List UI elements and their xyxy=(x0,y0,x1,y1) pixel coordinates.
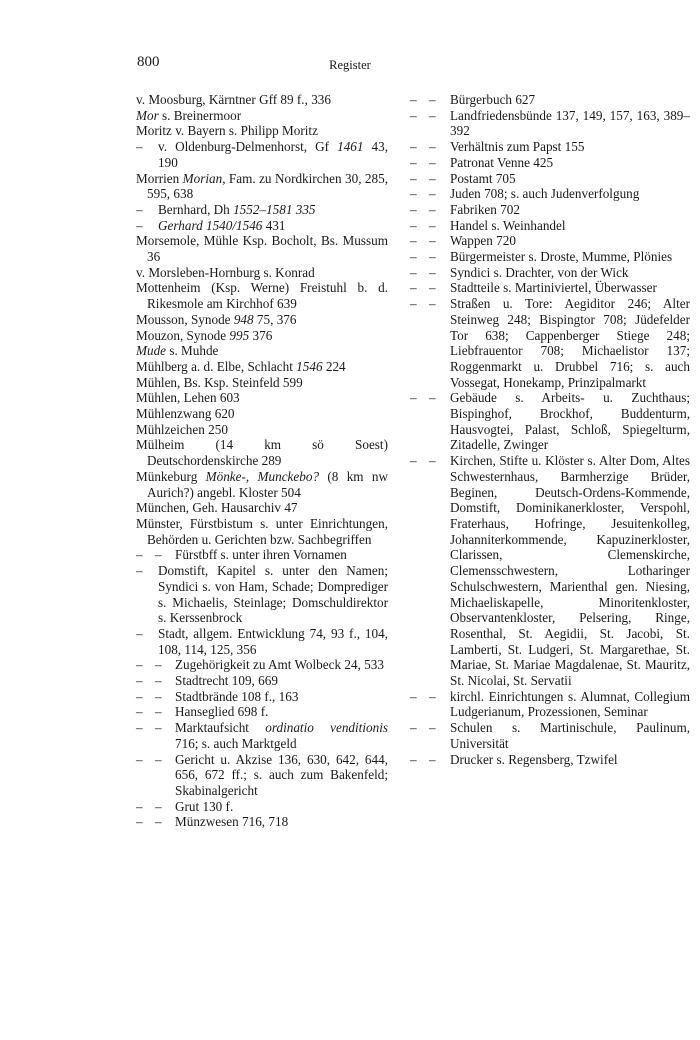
index-entry: – – Stadtbrände 108 f., 163 xyxy=(136,688,299,704)
index-entry: – – Fabriken 702 xyxy=(410,201,520,217)
page-number: 800 xyxy=(137,54,160,70)
index-entry: – – Postamt 705 xyxy=(410,170,516,186)
index-entry: – – Drucker s. Regensberg, Tzwifel xyxy=(410,751,618,767)
index-entry: – – Syndici s. Drachter, von der Wick xyxy=(410,264,629,280)
index-entry: Morrien Morian, Fam. zu Nordkirchen 30, 285, 595, 638 xyxy=(136,170,388,202)
index-entry: Münster, Fürstbistum s. unter Einrichtungen, Behörden u. Gerichten bzw. Sachbegriffen xyxy=(136,515,388,547)
index-entry: v. Morsleben-Hornburg s. Konrad xyxy=(136,264,315,280)
index-entry: Mühlen, Lehen 603 xyxy=(136,390,240,406)
index-entry: – – Landfriedensbünde 137, 149, 157, 163, 389–392 xyxy=(410,107,690,139)
index-entry: München, Geh. Hausarchiv 47 xyxy=(136,500,298,516)
index-entry: – – Handel s. Weinhandel xyxy=(410,217,566,233)
index-entry: v. Moosburg, Kärntner Gff 89 f., 336 xyxy=(136,92,331,107)
index-entry: – – Gebäude s. Arbeits- u. Zuchthaus; Bispinghof, Brockhof, Buddenturm, Hausvogtei, Palast, Schloß, Spiegelturm, Zitadelle, Zwinger xyxy=(410,390,690,453)
index-entry: – – Zugehörigkeit zu Amt Wolbeck 24, 533 xyxy=(136,657,384,673)
index-entry: Mottenheim (Ksp. Werne) Freistuhl b. d. Rikesmole am Kirchhof 639 xyxy=(136,280,388,312)
index-entry: – Gerhard 1540/1546 431 xyxy=(136,217,286,233)
index-entry: Mühlzeichen 250 xyxy=(136,421,228,437)
index-entry: – – Gericht u. Akzise 136, 630, 642, 644, 656, 672 ff.; s. auch zum Bakenfeld; Skabinalgericht xyxy=(136,751,388,798)
index-entry: – – Straßen u. Tore: Aegiditor 246; Alter Steinweg 248; Bispingtor 708; Jüdefelder Tor 638; Cappenberger Stiege 248; Liebfrauentor 708; Michaelistor 137; Roggenmarkt u. Drubbel 716; s. auch Vossegat, Honekamp, Prinzipalmarkt xyxy=(410,296,690,390)
index-entry: Mude s. Muhde xyxy=(136,343,219,359)
index-entry: – v. Oldenburg-Delmenhorst, Gf 1461 43, 190 xyxy=(136,139,389,170)
index-entry: Mülheim (14 km sö Soest) Deutschordenskirche 289 xyxy=(136,437,388,469)
index-entry: – Stadt, allgem. Entwicklung 74, 93 f., 104, 108, 114, 125, 356 xyxy=(136,625,388,657)
index-entry: Mousson, Synode 948 75, 376 xyxy=(136,311,297,327)
index-column-left xyxy=(136,92,388,830)
index-entry: – – Stadtteile s. Martiniviertel, Überwasser xyxy=(410,280,657,296)
index-entry: Mühlenzwang 620 xyxy=(136,406,235,422)
index-entry: – – Verhältnis zum Papst 155 xyxy=(410,139,585,155)
index-entry: Münkeburg Mönke-, Munckebo? (8 km nw Aurich?) angebl. Kloster 504 xyxy=(136,468,388,500)
index-entry: – – Schulen s. Martinischule, Paulinum, Universität xyxy=(410,720,690,751)
index-entry: – – Juden 708; s. auch Judenverfolgung xyxy=(410,186,640,202)
index-entry: – – Stadtrecht 109, 669 xyxy=(136,673,278,689)
index-entry: – – Patronat Venne 425 xyxy=(410,154,554,170)
index-entry: – – kirchl. Einrichtungen s. Alumnat, Collegium Ludgerianum, Prozessionen, Seminar xyxy=(410,688,690,720)
index-entry: Mühlberg a. d. Elbe, Schlacht 1546 224 xyxy=(136,358,346,374)
running-head: Register xyxy=(329,58,371,72)
index-entry: – – Kirchen, Stifte u. Klöster s. Alter Dom, Altes Schwesternhaus, Barmherzige Brüder, Beginen, Deutsch-Ordens-Kommende, Domstift, Dominikanerkloster, Verspohl, Fraterhaus, Hofringe, Jesuitenkolleg, Johanniterkommende, Kapuzinerkloster, Clarissen, Clemenskirche, Clemensschwestern, Lotharinger Schulschwestern, Marienthal gen. Niesing, Michaeliskapelle, Minoritenkloster, Observantenkloster, Pelsering, Ringe, Rosenthal, St. Aegidii, St. Jacobi, St. Lamberti, St. Ludgeri, St. Margarethae, St. Mariae, St. Mariae Magdalenae, St. Mauritz, St. Nicolai, St. Servatii xyxy=(410,453,690,689)
index-entry: – – Fürstbff s. unter ihren Vornamen xyxy=(136,547,347,563)
index-entry: Moritz v. Bayern s. Philipp Moritz xyxy=(136,123,318,139)
index-entry: – – Münzwesen 716, 718 xyxy=(136,814,289,830)
index-entry: – – Bürgerbuch 627 xyxy=(410,92,536,107)
index-entry: – – Marktaufsicht ordinatio venditionis 716; s. auch Marktgeld xyxy=(136,720,388,751)
index-entry: – Bernhard, Dh 1552–1581 335 xyxy=(136,201,316,217)
index-entry: Mouzon, Synode 995 376 xyxy=(136,327,273,343)
index-entry: – Domstift, Kapitel s. unter den Namen; Syndici s. von Ham, Schade; Domprediger s. Michaelis, Steinlage; Domschuldirektor s. Kerssenbrock xyxy=(136,563,388,626)
index-entry: Mühlen, Bs. Ksp. Steinfeld 599 xyxy=(136,374,303,390)
index-entry: – – Grut 130 f. xyxy=(136,798,234,814)
index-entry: – – Bürgermeister s. Droste, Mumme, Plönies xyxy=(410,249,673,265)
index-entry: – – Wappen 720 xyxy=(410,233,516,249)
index-column-right xyxy=(410,92,690,767)
index-entry: Morsemole, Mühle Ksp. Bocholt, Bs. Mussum 36 xyxy=(136,233,388,265)
index-entry: – – Hanseglied 698 f. xyxy=(136,704,269,720)
index-entry: Mor s. Breinermoor xyxy=(136,107,242,123)
